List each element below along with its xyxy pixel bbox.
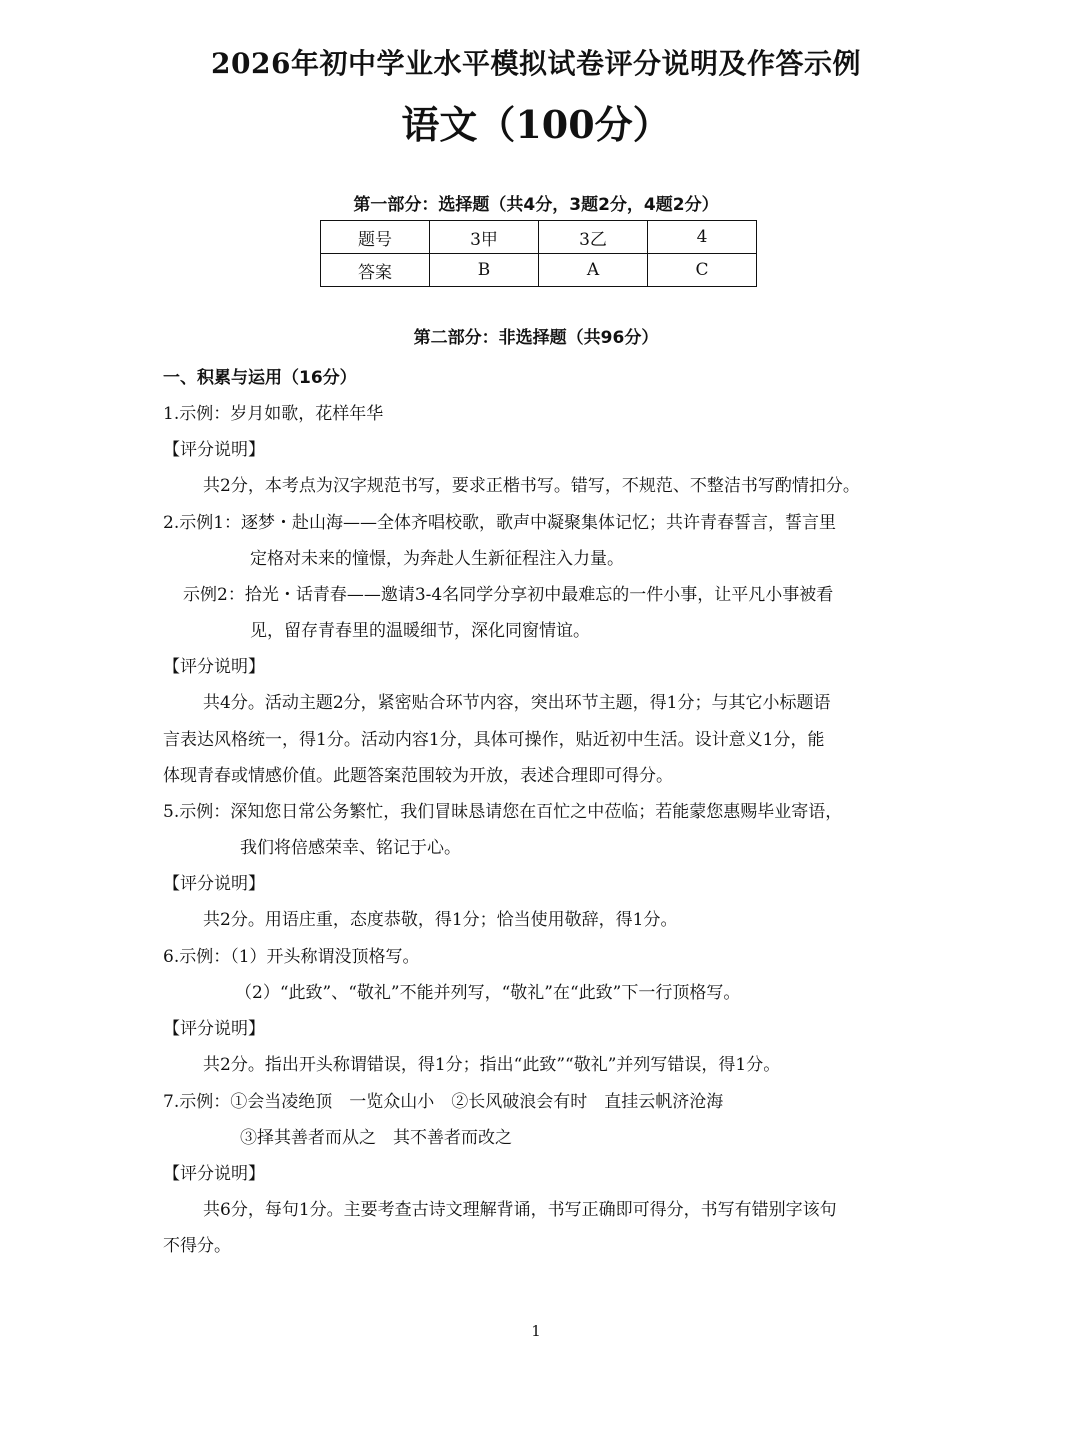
scoring-text: 共2分。用语庄重，态度恭敬，得1分；恰当使用敬辞，得1分。 — [203, 910, 678, 930]
scoring-label: 【评分说明】 — [163, 440, 265, 460]
scoring-text: 共2分，本考点为汉字规范书写，要求正楷书写。错写，不规范、不整洁书写酌情扣分。 — [203, 476, 860, 496]
table-cell: C — [648, 254, 757, 287]
table-cell: 4 — [648, 221, 757, 254]
table-cell: 3甲 — [430, 221, 539, 254]
scoring-label: 【评分说明】 — [163, 1164, 265, 1184]
table-row — [321, 254, 757, 287]
section-heading: 一、积累与运用（16分） — [163, 368, 357, 388]
scoring-label: 【评分说明】 — [163, 1019, 265, 1039]
answer-line: 我们将倍感荣幸、铭记于心。 — [240, 838, 461, 858]
scoring-text: 共2分。指出开头称谓错误，得1分；指出“此致”“敬礼”并列写错误，得1分。 — [203, 1055, 781, 1075]
table-cell: 答案 — [321, 254, 430, 287]
answer-line: 2.示例1：逐梦・赴山海——全体齐唱校歌，歌声中凝聚集体记忆；共许青春誓言，誓言里 — [163, 513, 837, 533]
subject-title: 语文（100分） — [401, 102, 671, 147]
document-title: 2026年初中学业水平模拟试卷评分说明及作答示例 — [211, 47, 861, 80]
answer-line: 见，留存青春里的温暖细节，深化同窗情谊。 — [250, 621, 590, 641]
table-cell: A — [539, 254, 648, 287]
table-row — [321, 221, 757, 254]
answer-line: ③择其善者而从之 其不善者而改之 — [240, 1128, 512, 1148]
answer-line: 示例2：拾光・话青春——邀请3-4名同学分享初中最难忘的一件小事，让平凡小事被看 — [183, 585, 834, 605]
answer-table — [320, 220, 757, 287]
scoring-text: 体现青春或情感价值。此题答案范围较为开放，表述合理即可得分。 — [163, 766, 673, 786]
scoring-label: 【评分说明】 — [163, 657, 265, 677]
answer-line: 5.示例：深知您日常公务繁忙，我们冒昧恳请您在百忙之中莅临；若能蒙您惠赐毕业寄语， — [163, 802, 843, 822]
scoring-text: 言表达风格统一，得1分。活动内容1分，具体可操作，贴近初中生活。设计意义1分，能 — [163, 730, 825, 750]
scoring-text: 共6分，每句1分。主要考查古诗文理解背诵，书写正确即可得分，书写有错别字该句 — [203, 1200, 837, 1220]
scoring-label: 【评分说明】 — [163, 874, 265, 894]
answer-line: （2）“此致”、“敬礼”不能并列写，“敬礼”在“此致”下一行顶格写。 — [235, 983, 741, 1003]
part1-heading: 第一部分：选择题（共4分，3题2分，4题2分） — [353, 195, 719, 215]
part2-heading: 第二部分：非选择题（共96分） — [413, 328, 659, 348]
answer-line: 1.示例：岁月如歌，花样年华 — [163, 404, 384, 424]
answer-line: 6.示例：（1）开头称谓没顶格写。 — [163, 947, 420, 967]
scoring-text: 不得分。 — [163, 1236, 231, 1256]
page-number: 1 — [531, 1322, 541, 1340]
table-cell: 题号 — [321, 221, 430, 254]
answer-line: 定格对未来的憧憬，为奔赴人生新征程注入力量。 — [250, 549, 624, 569]
scoring-text: 共4分。活动主题2分，紧密贴合环节内容，突出环节主题，得1分；与其它小标题语 — [203, 693, 831, 713]
table-cell: 3乙 — [539, 221, 648, 254]
answer-line: 7.示例：①会当凌绝顶 一览众山小 ②长风破浪会有时 直挂云帆济沧海 — [163, 1092, 724, 1112]
table-cell: B — [430, 254, 539, 287]
